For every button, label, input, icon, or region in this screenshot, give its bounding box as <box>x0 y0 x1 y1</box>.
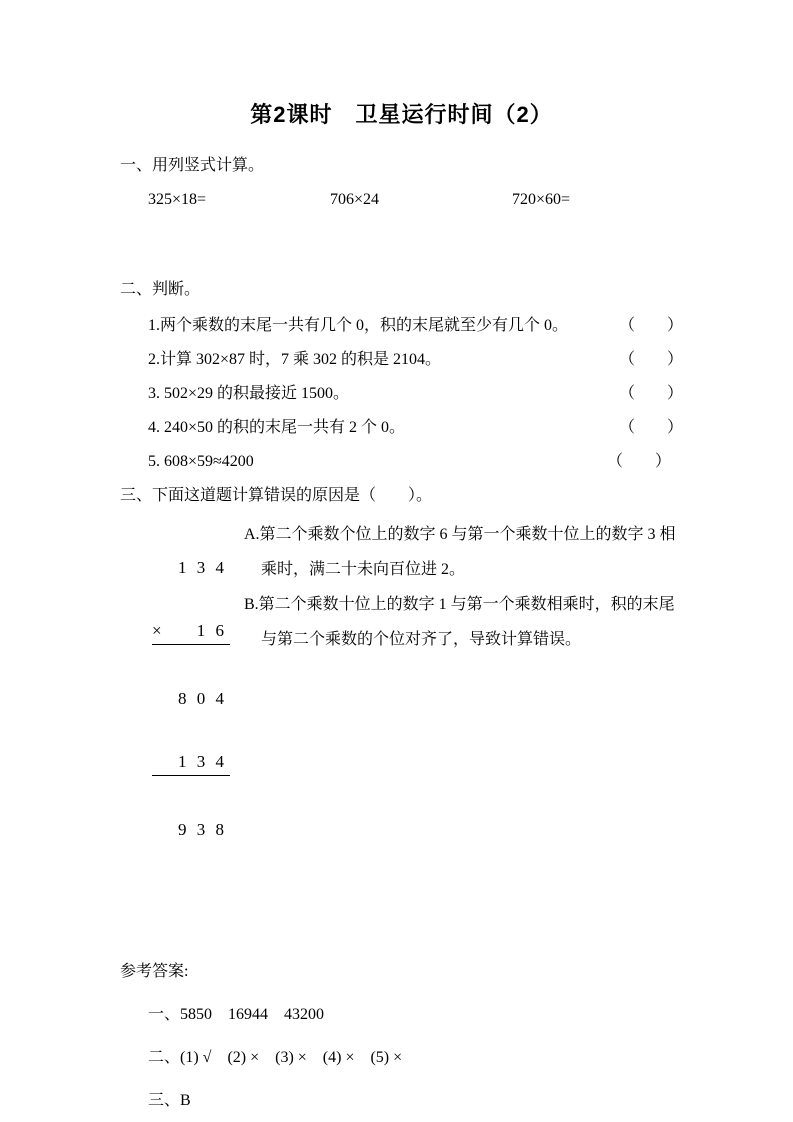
judge-item-2-answer-bracket: （ ） <box>618 351 683 368</box>
page-title: 第2课时 卫星运行时间（2） <box>250 102 553 127</box>
judge-item-4 <box>148 411 683 445</box>
times-sign: × <box>152 621 162 640</box>
partial-product-2: 1 3 4 <box>152 751 230 776</box>
answer-line-two: 二、(1) √ (2) × (3) × (4) × (5) × <box>148 1049 403 1066</box>
judge-item-3-answer-bracket: （ ） <box>618 385 683 402</box>
judge-item-1 <box>148 309 683 343</box>
judge-item-4-answer-bracket: （ ） <box>618 419 683 436</box>
judge-item-3 <box>148 377 683 411</box>
answer-line-one: 一、5850 16944 43200 <box>148 1006 325 1023</box>
judge-item-2-text: 2.计算 302×87 时，7 乘 302 的积是 2104。 <box>148 351 442 368</box>
judge-item-4-text: 4. 240×50 的积的末尾一共有 2 个 0。 <box>148 419 406 436</box>
multiplier-digits: 1 6 <box>196 621 227 640</box>
judge-item-5-answer-bracket: （ ） <box>606 453 671 470</box>
option-a: A.第二个乘数个位上的数字 6 与第一个乘数十位上的数字 3 相乘时，满二十未向百位进 2。 <box>244 526 676 578</box>
multiplier-row <box>152 620 230 645</box>
multiplicand-row: 1 3 4 <box>178 558 227 577</box>
answer-line-three: 三、B <box>148 1092 191 1109</box>
judge-item-5-text: 5. 608×59≈4200 <box>148 453 254 470</box>
calculation-problems-row <box>120 191 683 209</box>
judge-item-1-text: 1.两个乘数的末尾一共有几个 0，积的末尾就至少有几个 0。 <box>148 317 569 334</box>
section-three-heading: 三、下面这道题计算错误的原因是（ ）。 <box>120 487 433 504</box>
section-two-heading: 二、判断。 <box>120 281 201 298</box>
judge-item-2 <box>148 343 683 377</box>
option-b: B.第二个乘数十位上的数字 1 与第一个乘数相乘时，积的末尾与第二个乘数的个位对齐了，导致计算错误。 <box>244 596 675 648</box>
answers-heading: 参考答案: <box>120 963 189 980</box>
judge-item-1-answer-bracket: （ ） <box>618 317 683 334</box>
problem-1: 325×18= <box>148 191 207 208</box>
final-product: 9 3 8 <box>178 820 227 839</box>
section-three-body <box>120 517 683 882</box>
judge-item-3-text: 3. 502×29 的积最接近 1500。 <box>148 385 350 402</box>
reference-answers <box>120 962 683 1111</box>
judge-list <box>120 309 683 479</box>
problem-2: 706×24 <box>330 191 380 208</box>
answer-options <box>244 517 683 882</box>
section-one-heading: 一、用列竖式计算。 <box>120 157 265 174</box>
partial-product-1: 8 0 4 <box>178 689 227 708</box>
problem-3: 720×60= <box>512 191 571 208</box>
vertical-multiplication <box>152 517 230 882</box>
judge-item-5 <box>148 445 683 479</box>
